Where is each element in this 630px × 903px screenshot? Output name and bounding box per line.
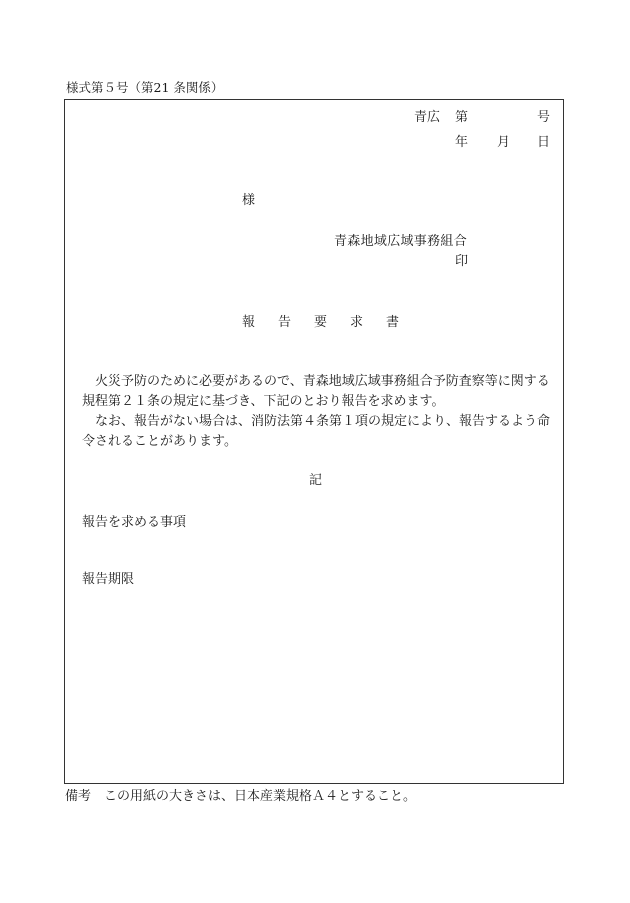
addressee-suffix: 様 — [242, 193, 256, 208]
date-month-label: 月 — [497, 135, 511, 150]
date-year-label: 年 — [455, 135, 469, 150]
body-text — [82, 372, 552, 452]
requested-items-label: 報告を求める事項 — [82, 515, 187, 530]
title-char: 報 — [242, 315, 256, 330]
title-char: 書 — [386, 315, 400, 330]
title-char: 告 — [278, 315, 292, 330]
title-char: 求 — [350, 315, 364, 330]
report-deadline-label: 報告期限 — [82, 572, 135, 587]
title-char: 要 — [314, 315, 328, 330]
form-number: 様式第５号（第21 条関係） — [66, 80, 224, 95]
document-title — [242, 316, 422, 329]
document-number-suffix: 号 — [537, 110, 551, 125]
ki-label: 記 — [309, 473, 323, 488]
footnote: 備考 この用紙の大きさは、日本産業規格Ａ４とすること。 — [65, 789, 417, 804]
body-paragraph-2: なお、報告がない場合は、消防法第４条第１項の規定により、報告するよう命令されることがあります。 — [82, 414, 551, 449]
body-paragraph-1: 火災予防のために必要があるので、青森地域広域事務組合予防査察等に関する規程第２１条の規定に基づき、下記のとおり報告を求めます。 — [82, 374, 550, 409]
issuer-prefix: 青広 — [414, 110, 441, 125]
date-day-label: 日 — [537, 135, 551, 150]
document-number-label: 第 — [455, 110, 469, 125]
sender-name: 青森地域広域事務組合 — [334, 234, 468, 249]
seal-label: 印 — [455, 254, 469, 269]
